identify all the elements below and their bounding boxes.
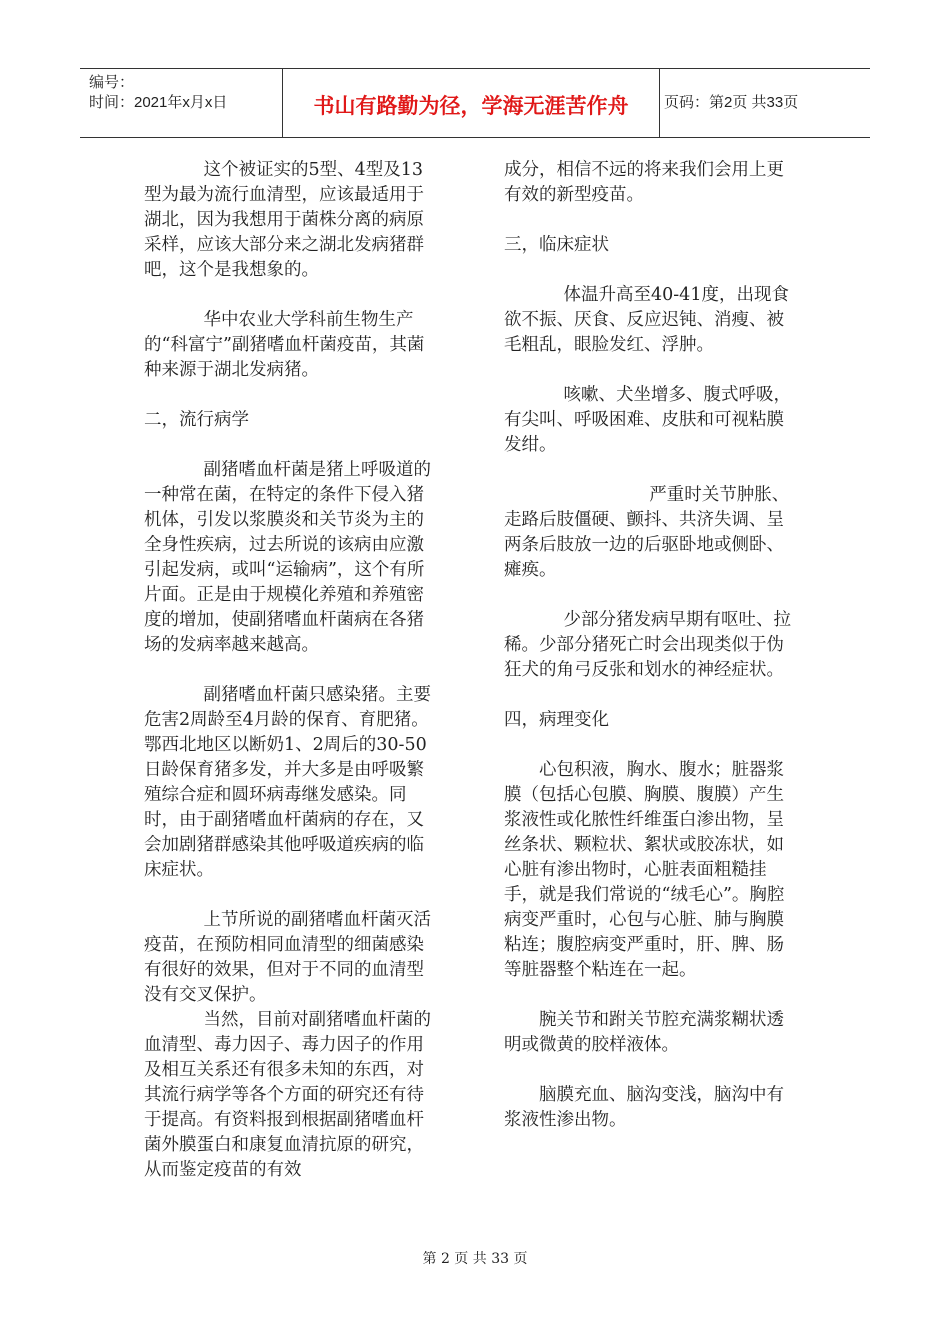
section-heading: 三，临床症状 — [504, 235, 609, 255]
section-heading: 二，流行病学 — [144, 410, 249, 430]
header-meta — [80, 69, 282, 137]
section-heading: 四，病理变化 — [504, 710, 609, 730]
paragraph: 脑膜充血、脑沟变浅，脑沟中有浆液性渗出物。 — [504, 1085, 784, 1130]
paragraph: 副猪嗜血杆菌是猪上呼吸道的一种常在菌，在特定的条件下侵入猪机体，引发以浆膜炎和关节炎为主的全身性疾病，过去所说的该病由应激引起发病，或叫“运输病”，这个有所片面。正是由于规模化养殖和养殖密度的增加，使副猪嗜血杆菌病在各猪场的发病率越来越高。 — [144, 460, 431, 655]
paragraph: 体温升高至40-41度，出现食欲不振、厌食、反应迟钝、消瘦、被毛粗乱，眼脸发红、浮肿。 — [504, 285, 789, 355]
left-column — [144, 158, 440, 1183]
right-column — [504, 158, 800, 1158]
page-label: 页码：第2页 共33页 — [664, 94, 799, 111]
paragraph: 当然，目前对副猪嗜血杆菌的血清型、毒力因子、毒力因子的作用及相互关系还有很多未知的东西，对其流行病学等各个方面的研究还有待于提高。有资料报到根据副猪嗜血杆菌外膜蛋白和康复血清抗原的研究，从而鉴定疫苗的有效 — [144, 1010, 431, 1180]
time-label: 时间：2021年x月x日 — [89, 94, 228, 111]
header-page-cell — [660, 69, 870, 137]
paragraph: 心包积液，胸水、腹水；脏器浆膜（包括心包膜、胸膜、腹膜）产生浆液性或化脓性纤维蛋白渗出物，呈丝条状、颗粒状、絮状或胶冻状，如心脏有渗出物时，心脏表面粗糙挂手，就是我们常说的“绒毛心”。胸腔病变严重时，心包与心脏、肺与胸膜粘连；腹腔病变严重时，肝、脾、肠等脏器整个粘连在一起。 — [504, 760, 785, 980]
number-label: 编号： — [89, 74, 135, 91]
paragraph: 华中农业大学科前生物生产的“科富宁”副猪嗜血杆菌疫苗，其菌种来源于湖北发病猪。 — [144, 310, 425, 380]
paragraph: 少部分猪发病早期有呕吐、拉稀。少部分猪死亡时会出现类似于伪狂犬的角弓反张和划水的神经症状。 — [504, 610, 791, 680]
page-header — [80, 68, 870, 138]
paragraph: 咳嗽、犬坐增多、腹式呼吸，有尖叫、呼吸困难、皮肤和可视粘膜发绀。 — [504, 385, 791, 455]
motto-text: 书山有路勤为径，学海无涯苦作舟 — [313, 93, 629, 118]
paragraph: 严重时关节肿胀、走路后肢僵硬、颤抖、共济失调、呈两条后肢放一边的后驱卧地或侧卧、瘫痪。 — [504, 485, 790, 580]
paragraph: 上节所说的副猪嗜血杆菌灭活疫苗，在预防相同血清型的细菌感染有很好的效果，但对于不同的血清型没有交叉保护。 — [144, 910, 431, 1005]
paragraph: 副猪嗜血杆菌只感染猪。主要危害2周龄至4月龄的保育、育肥猪。鄂西北地区以断奶1、2周后的30-50日龄保育猪多发，并大多是由呼吸繁殖综合症和圆环病毒继发感染。同时，由于副猪嗜血杆菌病的存在，又会加剧猪群感染其他呼吸道疾病的临床症状。 — [144, 685, 431, 880]
paragraph: 成分，相信不远的将来我们会用上更有效的新型疫苗。 — [504, 160, 784, 205]
page-footer: 第 2 页 共 33 页 — [422, 1251, 528, 1267]
paragraph: 这个被证实的5型、4型及13型为最为流行血清型，应该最适用于湖北，因为我想用于菌株分离的病原采样，应该大部分来之湖北发病猪群吧，这个是我想象的。 — [144, 160, 424, 280]
header-motto-cell — [282, 69, 660, 137]
paragraph: 腕关节和跗关节腔充满浆糊状透明或微黄的胶样液体。 — [504, 1010, 784, 1055]
